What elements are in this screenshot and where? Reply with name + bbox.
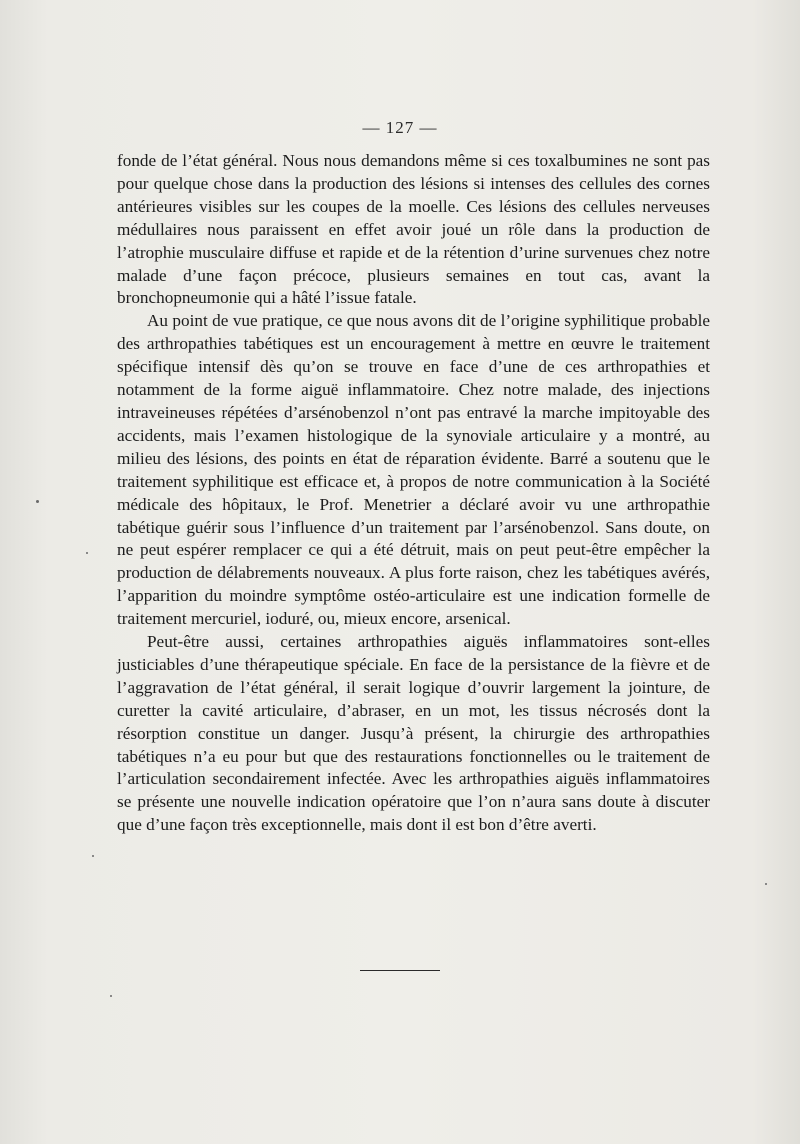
paragraph-3: Peut-être aussi, certaines arthropathies aiguës inflammatoires sont-elles justiciables d’une thérapeutique spéciale. En face de la persistance de la fièvre et de l’aggravation de l’état général, il serait logique d’ouvrir largement la jointure, de curetter la cavité articulaire, d’abraser, en un mot, les tissus nécrosés dont la résorption constitue un danger. Jusqu’à présent, la chirurgie des arthropathies tabétiques n’a eu pour but que des restaurations fonctionnelles ou le traitement de l’articulation secondairement infectée. Avec les arthropathies aiguës inflammatoires se présente une nouvelle indication opératoire que l’on n’aura sans doute à discuter que d’une façon très exceptionnelle, mais dont il est bon d’être averti. (117, 632, 710, 835)
page-number: — 127 — (362, 118, 438, 137)
paragraph-2: Au point de vue pratique, ce que nous avons dit de l’origine syphilitique probable des arthropathies tabétiques est un encouragement à mettre en œuvre le traitement spécifique intensif dès qu’on se trouve en face d’une de ces arthropathies et notamment de la forme aiguë inflammatoire. Chez notre malade, des injections intraveineuses répétées d’arsénobenzol n’ont pas entravé la marche impitoyable des accidents, mais l’examen histologique de la synoviale articulaire y a montré, au milieu des lésions, des points en état de réparation évidente. Barré a soutenu que le traitement syphilitique est efficace et, à propos de notre communication à la Société médicale des hôpitaux, le Prof. Menetrier a déclaré avoir vu une arthropathie tabétique guérir sous l’influence d’un traitement par l’arsénobenzol. Sans doute, on ne peut espérer remplacer ce qui a été détruit, mais on peut peut-être empêcher la production de délabrements nouveaux. A plus forte raison, chez les tabétiques avérés, l’apparition du moindre symptôme ostéo-articulaire est une indication formelle de traitement mercuriel, ioduré, ou, mieux encore, arsenical. (117, 311, 710, 629)
paragraph-1: fonde de l’état général. Nous nous demandons même si ces toxalbumines ne sont pas pour quelque chose dans la production des lésions si intenses des cellules des cornes antérieures visibles sur les coupes de la moelle. Ces lésions des cellules nerveuses médullaires nous paraissent en effet avoir joué un rôle dans la production de l’atrophie musculaire diffuse et rapide et de la rétention d’urine survenues chez notre malade d’une façon précoce, plusieurs semaines en tout cas, avant la bronchopneumonie qui a hâté l’issue fatale. (117, 151, 710, 308)
paper-speck (110, 995, 112, 997)
end-rule (360, 970, 440, 971)
body-text (117, 150, 710, 837)
paper-speck (36, 500, 39, 503)
paper-speck (765, 883, 767, 885)
paper-speck (92, 855, 94, 857)
paper-speck (86, 552, 88, 554)
